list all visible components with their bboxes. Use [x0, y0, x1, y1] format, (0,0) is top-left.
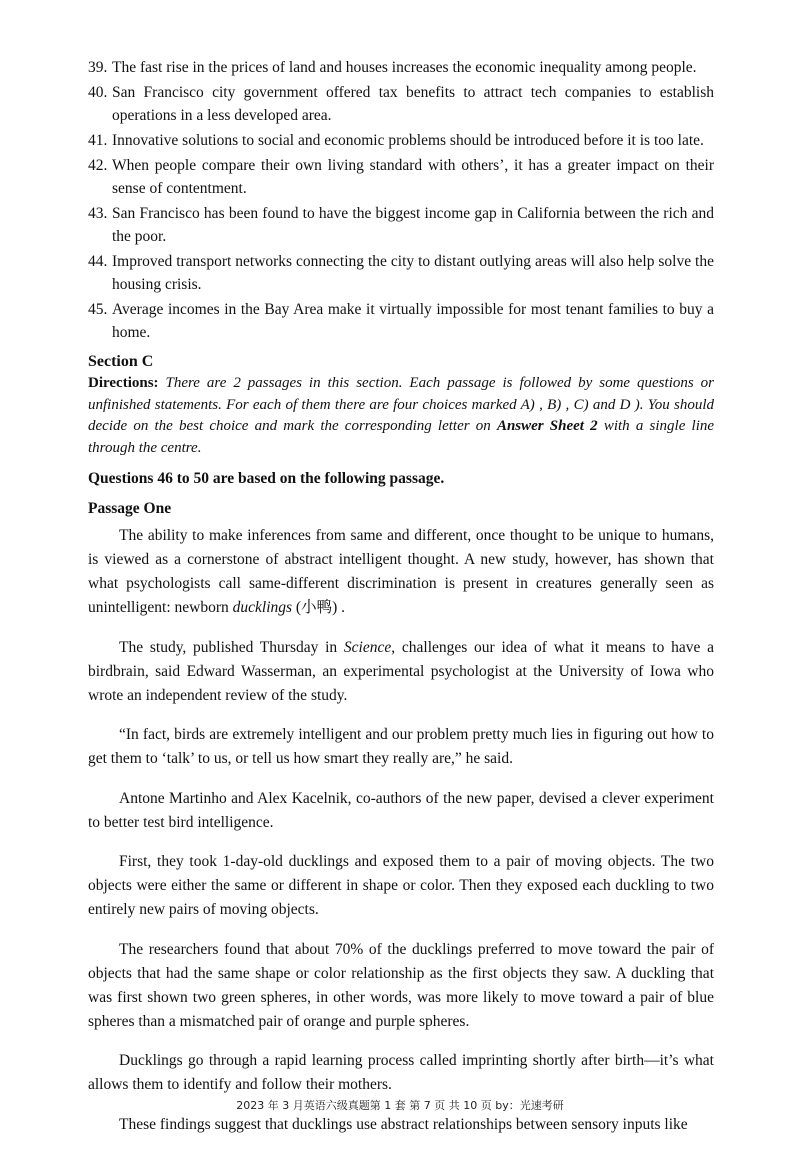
- statement-text: Improved transport networks connecting the city to distant outlying areas will also help solve the housing crisis.: [112, 253, 714, 293]
- statement-41: [88, 129, 714, 152]
- paragraph-text: The study, published Thursday in: [119, 638, 344, 656]
- passage-title: Passage One: [88, 500, 172, 517]
- paragraph: First, they took 1-day-old ducklings and exposed them to a pair of moving objects. The two objects were either the same or different in shape or color. Then they exposed each duckling to two entirely new pairs of moving objects.: [88, 853, 714, 918]
- answer-sheet-ref: Answer Sheet 2: [496, 418, 598, 434]
- statement-number: 44.: [88, 253, 108, 270]
- statement-43: [88, 202, 714, 248]
- statement-text: San Francisco has been found to have the biggest income gap in California between the rich and the poor.: [112, 205, 714, 245]
- statement-number: 41.: [88, 132, 108, 149]
- paragraph: Ducklings go through a rapid learning process called imprinting shortly after birth—it’s what allows them to identify and follow their mothers.: [88, 1052, 714, 1093]
- questions-heading: Questions 46 to 50 are based on the following passage.: [88, 470, 445, 487]
- paragraph: [88, 636, 714, 708]
- paragraph: Antone Martinho and Alex Kacelnik, co-authors of the new paper, devised a clever experiment to better test bird intelligence.: [88, 789, 714, 831]
- statement-45: [88, 298, 714, 344]
- paragraph-text: , challenges our idea of what it means to have a birdbrain, said Edward Wasserman, an experimental psychologist at the University of Iowa who wrote an independent review of the study.: [88, 638, 714, 704]
- statement-number: 40.: [88, 84, 108, 101]
- directions-text: [88, 375, 714, 456]
- paragraph: These findings suggest that ducklings use abstract relationships between sensory inputs like: [119, 1115, 688, 1133]
- paragraph: [88, 524, 714, 620]
- statement-number: 39.: [88, 59, 108, 76]
- statement-text: Average incomes in the Bay Area make it virtually impossible for most tenant families to buy a home.: [112, 301, 714, 341]
- paragraph: “In fact, birds are extremely intelligent and our problem pretty much lies in figuring out how to get them to ‘talk’ to us, or tell us how smart they really are,” he said.: [88, 726, 714, 767]
- directions: [88, 373, 714, 459]
- statement-42: [88, 154, 714, 200]
- passage-body: [88, 524, 714, 1137]
- statement-text: The fast rise in the prices of land and houses increases the economic inequality among people.: [112, 59, 697, 76]
- paragraph-text: The ability to make inferences from same and different, once thought to be unique to humans, is viewed as a cornerstone of abstract intelligent thought. A new study, however, has shown that what psychologists call same-different discrimination is present in creatures generally seen as unintelligent: newborn: [88, 527, 714, 616]
- paragraph-text: (小鸭) .: [292, 599, 345, 616]
- journal-name: Science: [343, 638, 392, 656]
- statement-text: San Francisco city government offered tax benefits to attract tech companies to establish operations in a less developed area.: [112, 84, 714, 124]
- exam-page: [88, 56, 714, 1152]
- statement-44: [88, 250, 714, 296]
- statement-39: [88, 56, 714, 79]
- statement-text: Innovative solutions to social and economic problems should be introduced before it is too late.: [112, 132, 704, 149]
- directions-text-part: with a single line through the centre.: [88, 418, 715, 456]
- statement-list: [88, 56, 714, 344]
- page-footer: 2023 年 3 月英语六级真题第 1 套 第 7 页 共 10 页 by：光速考研: [236, 1099, 564, 1112]
- statement-number: 43.: [88, 205, 108, 222]
- paragraph: The researchers found that about 70% of the ducklings preferred to move toward the pair of objects that had the same shape or color relationship as the first objects they saw. A duckling that was first shown two green spheres, in other words, was more likely to move toward a pair of blue spheres than a mismatched pair of orange and purple spheres.: [88, 940, 714, 1030]
- directions-label: Directions:: [88, 375, 159, 391]
- italic-term: ducklings: [232, 599, 293, 616]
- statement-text: When people compare their own living standard with others’, it has a greater impact on their sense of contentment.: [112, 157, 714, 197]
- directions-text-part: There are 2 passages in this section. Each passage is followed by some questions or unfinished statements. For each of them there are four choices marked A) , B) , C) and D ). You should decide on the best choice and mark the corresponding letter on: [88, 375, 715, 434]
- statement-40: [88, 81, 714, 127]
- statement-number: 42.: [88, 157, 108, 174]
- section-title: Section C: [88, 353, 154, 370]
- statement-number: 45.: [88, 301, 108, 318]
